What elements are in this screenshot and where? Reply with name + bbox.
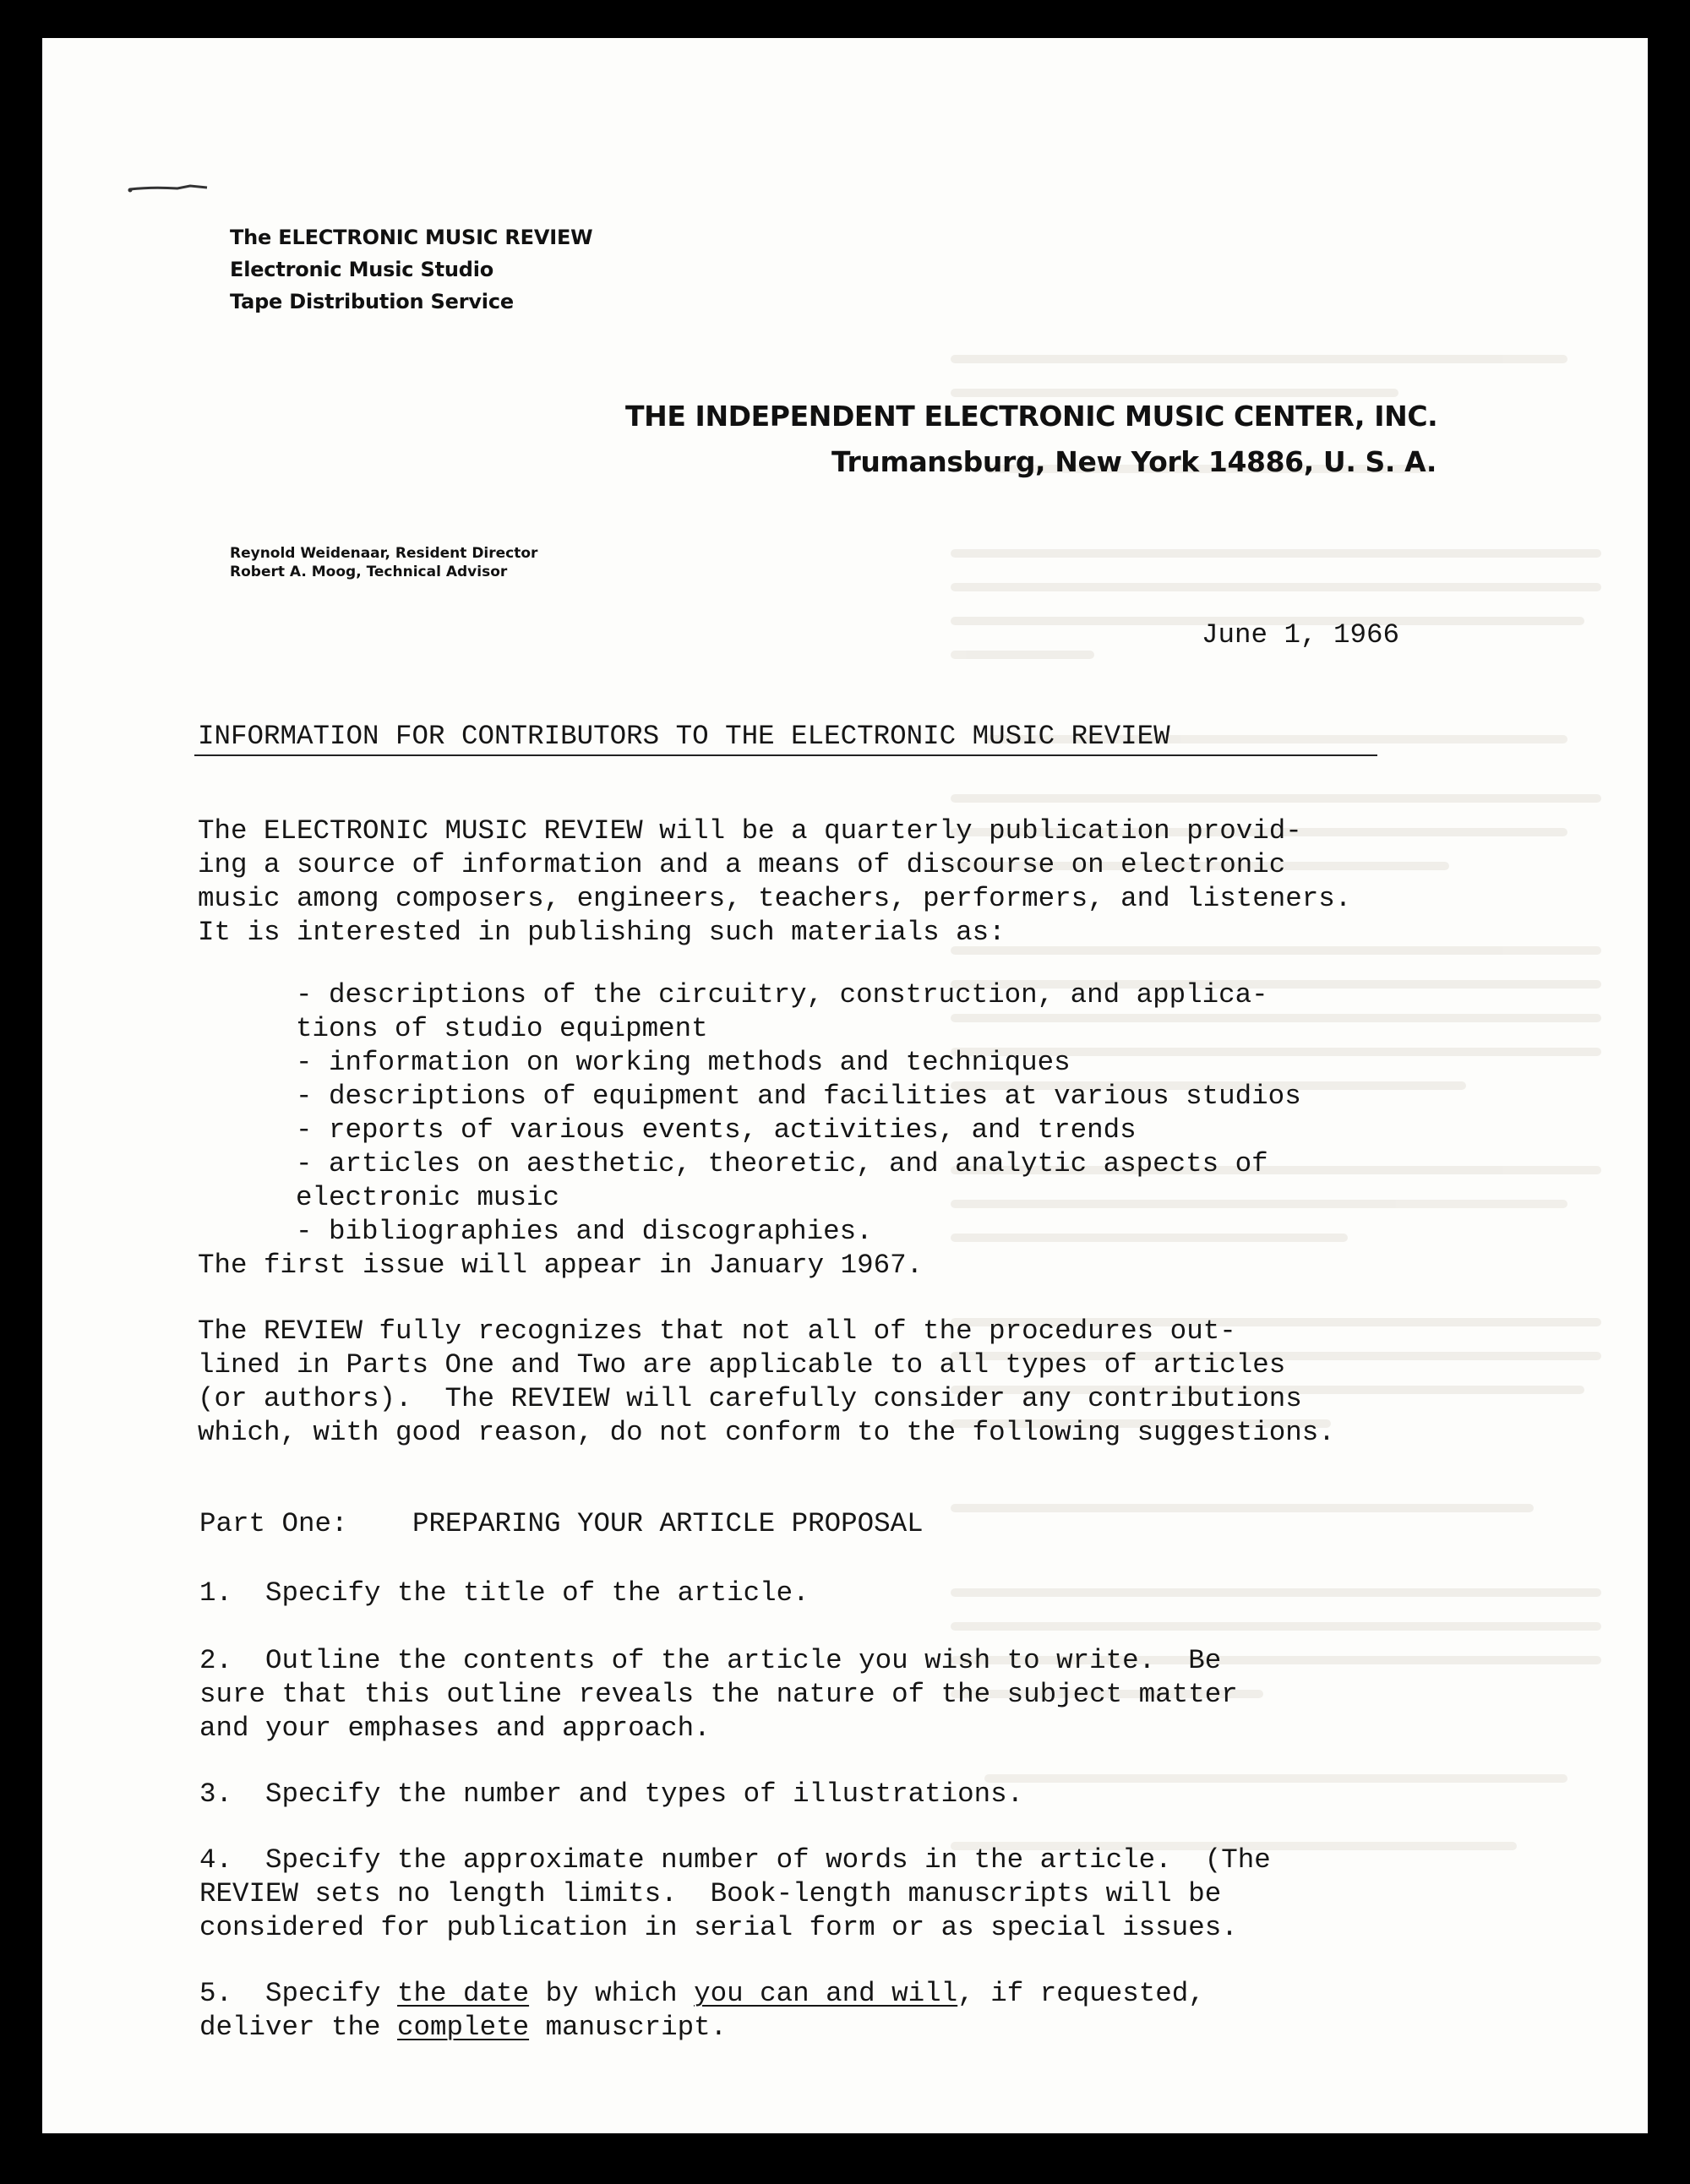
proposal-step: 1. Specify the title of the article.	[199, 1577, 810, 1609]
proposal-step-continued: REVIEW sets no length limits. Book-length manuscripts will be	[199, 1878, 1222, 1909]
step-text: 5. Specify	[199, 1978, 398, 2009]
part-one-label: Part One:	[199, 1508, 348, 1539]
list-item: - information on working methods and techniques	[296, 1047, 1071, 1078]
list-item: electronic music	[296, 1182, 560, 1213]
heading-underline	[194, 754, 1377, 756]
list-item: - articles on aesthetic, theoretic, and analytic aspects of	[296, 1148, 1268, 1179]
tape-service: Tape Distribution Service	[230, 290, 514, 313]
intro-line: ing a source of information and a means of discourse on electronic	[198, 849, 1286, 880]
step-text: by which	[529, 1978, 695, 2009]
proposal-step-continued	[199, 2012, 727, 2043]
underlined-phrase: you can and will	[694, 1978, 958, 2009]
list-item: - reports of various events, activities, and trends	[296, 1114, 1137, 1146]
intro-line: The ELECTRONIC MUSIC REVIEW will be a quarterly publication provid-	[198, 815, 1302, 847]
studio-name: Electronic Music Studio	[230, 258, 494, 281]
step-text: manuscript.	[529, 2012, 728, 2043]
list-item: - bibliographies and discographies.	[296, 1216, 873, 1247]
intro-line: It is interested in publishing such materials as:	[198, 917, 1006, 948]
first-issue-note: The first issue will appear in January 1967.	[198, 1250, 924, 1281]
page-heading: INFORMATION FOR CONTRIBUTORS TO THE ELECTRONIC MUSIC REVIEW	[198, 721, 1170, 752]
part-one-title: PREPARING YOUR ARTICLE PROPOSAL	[412, 1508, 924, 1539]
proposal-step-continued: and your emphases and approach.	[199, 1713, 711, 1744]
note-line: which, with good reason, do not conform to the following suggestions.	[198, 1417, 1335, 1448]
technical-advisor: Robert A. Moog, Technical Advisor	[230, 564, 508, 580]
list-item: - descriptions of equipment and facilities at various studios	[296, 1081, 1301, 1112]
step-text: , if requested,	[957, 1978, 1205, 2009]
note-line: lined in Parts One and Two are applicable to all types of articles	[198, 1349, 1286, 1381]
intro-line: music among composers, engineers, teachers, performers, and listeners.	[198, 883, 1352, 914]
center-address: Trumansburg, New York 14886, U. S. A.	[831, 445, 1437, 478]
letter-date: June 1, 1966	[1202, 619, 1400, 651]
proposal-step-continued: sure that this outline reveals the nature of the subject matter	[199, 1679, 1238, 1710]
proposal-step: 3. Specify the number and types of illustrations.	[199, 1778, 1024, 1810]
review-name: The ELECTRONIC MUSIC REVIEW	[230, 226, 593, 249]
document-page	[42, 38, 1648, 2133]
pen-mark	[127, 182, 245, 193]
proposal-step	[199, 1978, 1205, 2009]
note-line: The REVIEW fully recognizes that not all of the procedures out-	[198, 1315, 1236, 1347]
list-item: - descriptions of the circuitry, construction, and applica-	[296, 979, 1268, 1010]
proposal-step: 2. Outline the contents of the article you wish to write. Be	[199, 1645, 1222, 1676]
center-name: THE INDEPENDENT ELECTRONIC MUSIC CENTER, INC.	[625, 400, 1438, 433]
underlined-phrase: the date	[397, 1978, 530, 2009]
list-item: tions of studio equipment	[296, 1013, 708, 1044]
proposal-step-continued: considered for publication in serial form or as special issues.	[199, 1912, 1238, 1943]
underlined-phrase: complete	[397, 2012, 530, 2043]
note-line: (or authors). The REVIEW will carefully consider any contributions	[198, 1383, 1302, 1414]
resident-director: Reynold Weidenaar, Resident Director	[230, 545, 538, 562]
step-text: deliver the	[199, 2012, 398, 2043]
proposal-step: 4. Specify the approximate number of words in the article. (The	[199, 1844, 1271, 1876]
